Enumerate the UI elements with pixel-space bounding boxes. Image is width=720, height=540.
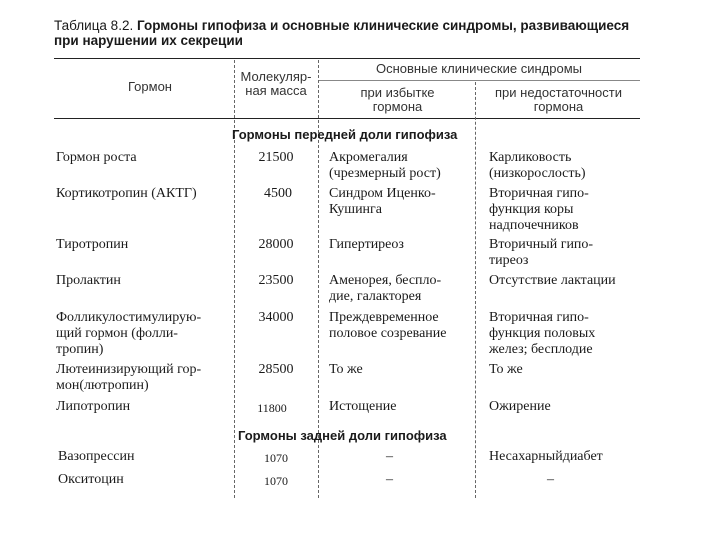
caption-line-1	[54, 18, 654, 33]
row-mass: 28500	[258, 362, 294, 377]
row-hormone: Гормон роста	[56, 150, 137, 165]
header-mass: Молекуляр- ная масса	[240, 69, 312, 98]
row-deficit: Несахарныйдиабет	[489, 449, 603, 464]
row-deficit: Вторичный гипо- тиреоз	[489, 237, 594, 268]
row-excess: Истощение	[329, 399, 397, 414]
syndromes-rule	[318, 80, 640, 81]
row-hormone: Окситоцин	[58, 472, 124, 487]
row-mass: 1070	[264, 474, 288, 488]
row-deficit: Ожирение	[489, 399, 551, 414]
row-excess: Гипертиреоз	[329, 237, 404, 252]
row-excess: Аменорея, беспло- дие, галакторея	[329, 273, 442, 304]
caption-line-2: при нарушении их секреции	[54, 33, 243, 48]
row-deficit: То же	[489, 362, 523, 377]
row-excess: Синдром Иценко- Кушинга	[329, 186, 436, 217]
row-excess: Преждевременное половое созревание	[329, 310, 447, 341]
row-mass: 23500	[258, 273, 294, 288]
row-mass: 34000	[258, 310, 294, 325]
table-top-rule	[54, 58, 640, 59]
table-number: Таблица 8.2.	[54, 18, 134, 33]
row-hormone: Фолликулостимулирую- щий гормон (фолли- тропин)	[56, 310, 202, 357]
section-posterior-title: Гормоны задней доли гипофиза	[238, 428, 447, 443]
row-deficit: Отсутствие лактации	[489, 273, 616, 288]
row-hormone: Кортикотропин (АКТГ)	[56, 186, 197, 201]
row-excess: Акромегалия (чрезмерный рост)	[329, 150, 441, 181]
row-mass: 1070	[264, 451, 288, 465]
row-mass: 4500	[264, 186, 292, 201]
row-hormone: Пролактин	[56, 273, 121, 288]
section-anterior-title: Гормоны передней доли гипофиза	[232, 127, 458, 142]
column-divider-3	[475, 82, 476, 498]
row-deficit: Карликовость (низкорослость)	[489, 150, 586, 181]
row-deficit: Вторичная гипо- функция коры надпочечников	[489, 186, 589, 233]
row-mass: 28000	[258, 237, 294, 252]
header-hormone: Гормон	[128, 79, 172, 94]
row-hormone: Тиротропин	[56, 237, 129, 252]
row-hormone: Лютеинизирующий гор- мон(лютропин)	[56, 362, 202, 393]
column-divider-1	[234, 60, 235, 498]
row-excess: –	[386, 449, 393, 464]
table-caption	[54, 18, 654, 48]
row-deficit: Вторичная гипо- функция половых желез; бесплодие	[489, 310, 596, 357]
row-mass: 21500	[258, 150, 294, 165]
row-excess: То же	[329, 362, 363, 377]
header-excess: при избытке гормона	[360, 85, 435, 114]
row-hormone: Вазопрессин	[58, 449, 135, 464]
header-syndromes: Основные клинические синдромы	[376, 61, 582, 76]
header-bottom-rule	[54, 118, 640, 119]
row-mass: 11800	[257, 401, 287, 415]
row-excess: –	[386, 472, 393, 487]
table-title: Гормоны гипофиза и основные клинические синдромы, развивающиеся	[136, 18, 630, 33]
row-hormone: Липотропин	[56, 399, 131, 414]
row-deficit: –	[547, 472, 554, 487]
header-deficit: при недостаточности гормона	[495, 85, 622, 114]
